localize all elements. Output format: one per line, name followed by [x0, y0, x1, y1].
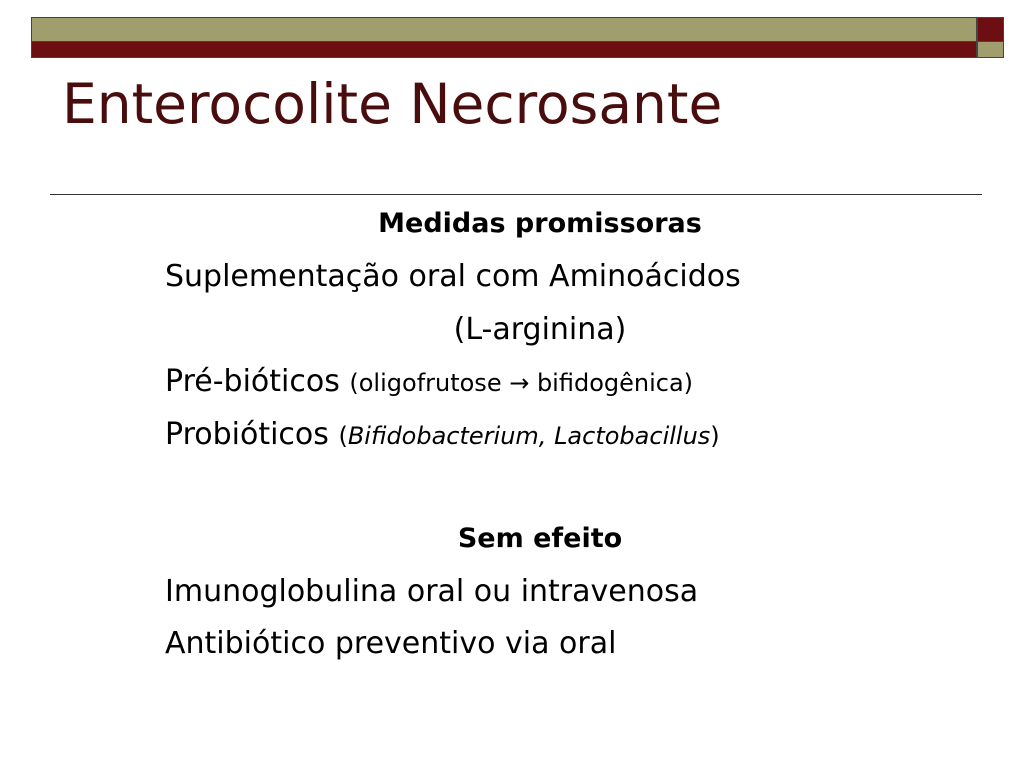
- list-item-aminoacidos: Suplementação oral com Aminoácidos: [165, 259, 741, 294]
- list-item-label: Pré-bióticos: [165, 364, 350, 399]
- slide-title: Enterocolite Necrosante: [62, 72, 723, 136]
- list-item-antibiotico: Antibiótico preventivo via oral: [165, 626, 617, 661]
- list-item-imunoglobulina: Imunoglobulina oral ou intravenosa: [165, 574, 699, 609]
- list-item-note: Bifidobacterium, Lactobacillus: [347, 422, 711, 450]
- list-item-paren-close: ): [683, 369, 694, 397]
- list-item-probioticos: [165, 415, 720, 456]
- list-item-paren-close: ): [710, 422, 720, 450]
- list-item-label: Probióticos: [165, 417, 339, 452]
- section-heading-sem-efeito: Sem efeito: [457, 523, 623, 554]
- section-heading-promissoras: Medidas promissoras: [378, 208, 702, 239]
- list-item-note: oligofrutose → bifidogênica: [358, 369, 684, 397]
- list-item-prebioticos: [165, 362, 693, 403]
- list-item-paren-open: (: [349, 369, 359, 397]
- list-item-paren-open: (: [338, 422, 348, 450]
- list-item-l-arginina: (L-arginina): [453, 312, 627, 347]
